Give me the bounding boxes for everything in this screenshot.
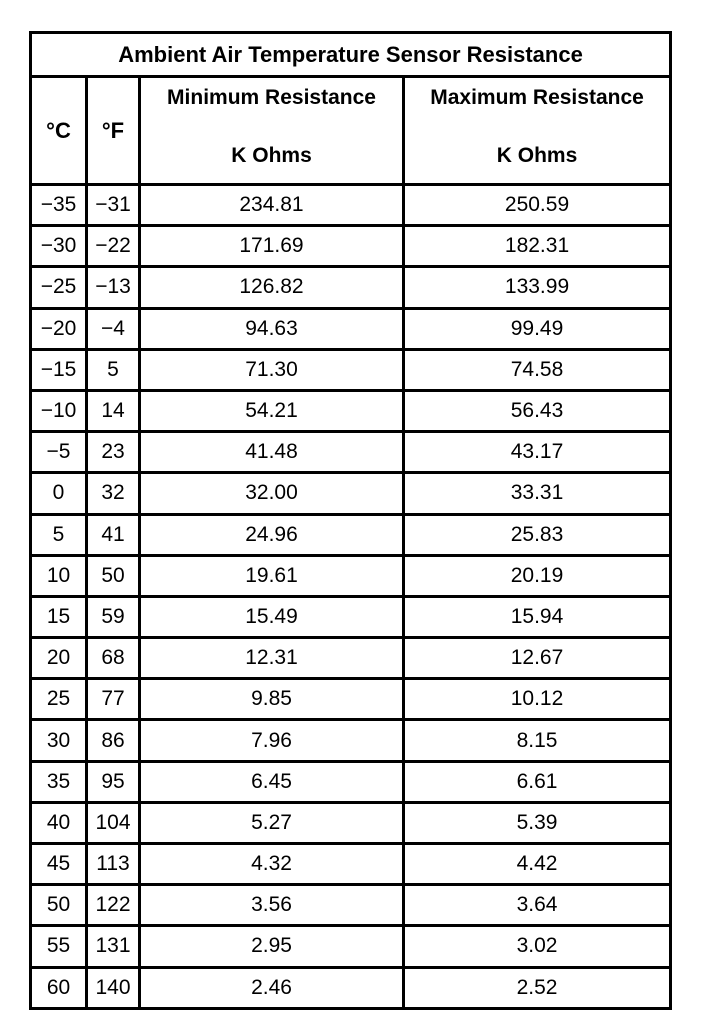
max-resistance-cell: 25.83 [404,514,671,555]
max-resistance-cell: 5.39 [404,802,671,843]
fahrenheit-cell: 140 [87,967,140,1008]
table-row [31,267,671,308]
fahrenheit-cell: 122 [87,885,140,926]
fahrenheit-cell: 14 [87,390,140,431]
min-resistance-cell: 94.63 [140,308,404,349]
celsius-cell: −10 [31,390,87,431]
fahrenheit-cell: −13 [87,267,140,308]
celsius-cell: 5 [31,514,87,555]
max-resistance-cell: 3.02 [404,926,671,967]
fahrenheit-cell: 59 [87,596,140,637]
celsius-cell: −5 [31,432,87,473]
table-row [31,390,671,431]
table-row [31,885,671,926]
celsius-cell: 35 [31,761,87,802]
celsius-header: °C [31,77,87,185]
fahrenheit-cell: 50 [87,555,140,596]
max-resistance-cell: 12.67 [404,638,671,679]
max-resistance-cell: 43.17 [404,432,671,473]
max-resistance-cell: 6.61 [404,761,671,802]
fahrenheit-cell: 104 [87,802,140,843]
table-row [31,638,671,679]
table-row [31,761,671,802]
celsius-cell: 60 [31,967,87,1008]
min-resistance-cell: 5.27 [140,802,404,843]
max-resistance-cell: 99.49 [404,308,671,349]
max-resistance-header [404,77,671,185]
max-resistance-cell: 250.59 [404,185,671,226]
min-resistance-header-unit: K Ohms [231,144,312,167]
table-row [31,802,671,843]
max-resistance-cell: 2.52 [404,967,671,1008]
max-resistance-cell: 56.43 [404,390,671,431]
min-resistance-cell: 9.85 [140,679,404,720]
table-body [31,185,671,1009]
max-resistance-cell: 74.58 [404,349,671,390]
min-resistance-cell: 7.96 [140,720,404,761]
fahrenheit-cell: 5 [87,349,140,390]
min-resistance-cell: 6.45 [140,761,404,802]
celsius-cell: 55 [31,926,87,967]
min-resistance-cell: 41.48 [140,432,404,473]
celsius-cell: 30 [31,720,87,761]
min-resistance-cell: 234.81 [140,185,404,226]
min-resistance-cell: 126.82 [140,267,404,308]
min-resistance-header-title: Minimum Resistance [167,86,376,109]
min-resistance-cell: 24.96 [140,514,404,555]
fahrenheit-cell: −31 [87,185,140,226]
min-resistance-cell: 71.30 [140,349,404,390]
title-row [31,33,671,77]
celsius-cell: −35 [31,185,87,226]
min-resistance-cell: 32.00 [140,473,404,514]
table-row [31,349,671,390]
max-resistance-cell: 10.12 [404,679,671,720]
fahrenheit-cell: 77 [87,679,140,720]
fahrenheit-header: °F [87,77,140,185]
min-resistance-cell: 15.49 [140,596,404,637]
min-resistance-cell: 19.61 [140,555,404,596]
celsius-cell: 45 [31,844,87,885]
fahrenheit-cell: −22 [87,226,140,267]
fahrenheit-cell: 86 [87,720,140,761]
fahrenheit-cell: 41 [87,514,140,555]
max-resistance-cell: 3.64 [404,885,671,926]
table-row [31,720,671,761]
table-row [31,514,671,555]
table-row [31,596,671,637]
min-resistance-cell: 171.69 [140,226,404,267]
celsius-cell: −30 [31,226,87,267]
min-resistance-cell: 12.31 [140,638,404,679]
min-resistance-cell: 3.56 [140,885,404,926]
max-resistance-header-title: Maximum Resistance [430,86,644,109]
min-resistance-cell: 54.21 [140,390,404,431]
celsius-cell: 40 [31,802,87,843]
table-row [31,967,671,1008]
celsius-cell: 25 [31,679,87,720]
max-resistance-cell: 8.15 [404,720,671,761]
celsius-cell: 15 [31,596,87,637]
celsius-cell: −25 [31,267,87,308]
table-row [31,226,671,267]
max-resistance-cell: 182.31 [404,226,671,267]
table-row [31,432,671,473]
fahrenheit-cell: 95 [87,761,140,802]
min-resistance-header [140,77,404,185]
max-resistance-header-unit: K Ohms [496,144,578,167]
table-row [31,185,671,226]
table-row [31,555,671,596]
max-resistance-cell: 133.99 [404,267,671,308]
max-resistance-cell: 4.42 [404,844,671,885]
min-resistance-cell: 2.95 [140,926,404,967]
max-resistance-cell: 15.94 [404,596,671,637]
fahrenheit-cell: −4 [87,308,140,349]
fahrenheit-cell: 113 [87,844,140,885]
table-row [31,926,671,967]
resistance-table-container [29,31,669,1010]
fahrenheit-cell: 131 [87,926,140,967]
table-row [31,844,671,885]
celsius-cell: −15 [31,349,87,390]
celsius-cell: 20 [31,638,87,679]
table-row [31,679,671,720]
max-resistance-cell: 33.31 [404,473,671,514]
fahrenheit-cell: 68 [87,638,140,679]
celsius-cell: 50 [31,885,87,926]
table-row [31,473,671,514]
celsius-cell: 10 [31,555,87,596]
min-resistance-cell: 2.46 [140,967,404,1008]
max-resistance-cell: 20.19 [404,555,671,596]
fahrenheit-cell: 32 [87,473,140,514]
min-resistance-cell: 4.32 [140,844,404,885]
celsius-cell: 0 [31,473,87,514]
resistance-table [29,31,672,1010]
header-row [31,77,671,185]
table-title: Ambient Air Temperature Sensor Resistance [31,33,671,77]
celsius-cell: −20 [31,308,87,349]
table-row [31,308,671,349]
fahrenheit-cell: 23 [87,432,140,473]
